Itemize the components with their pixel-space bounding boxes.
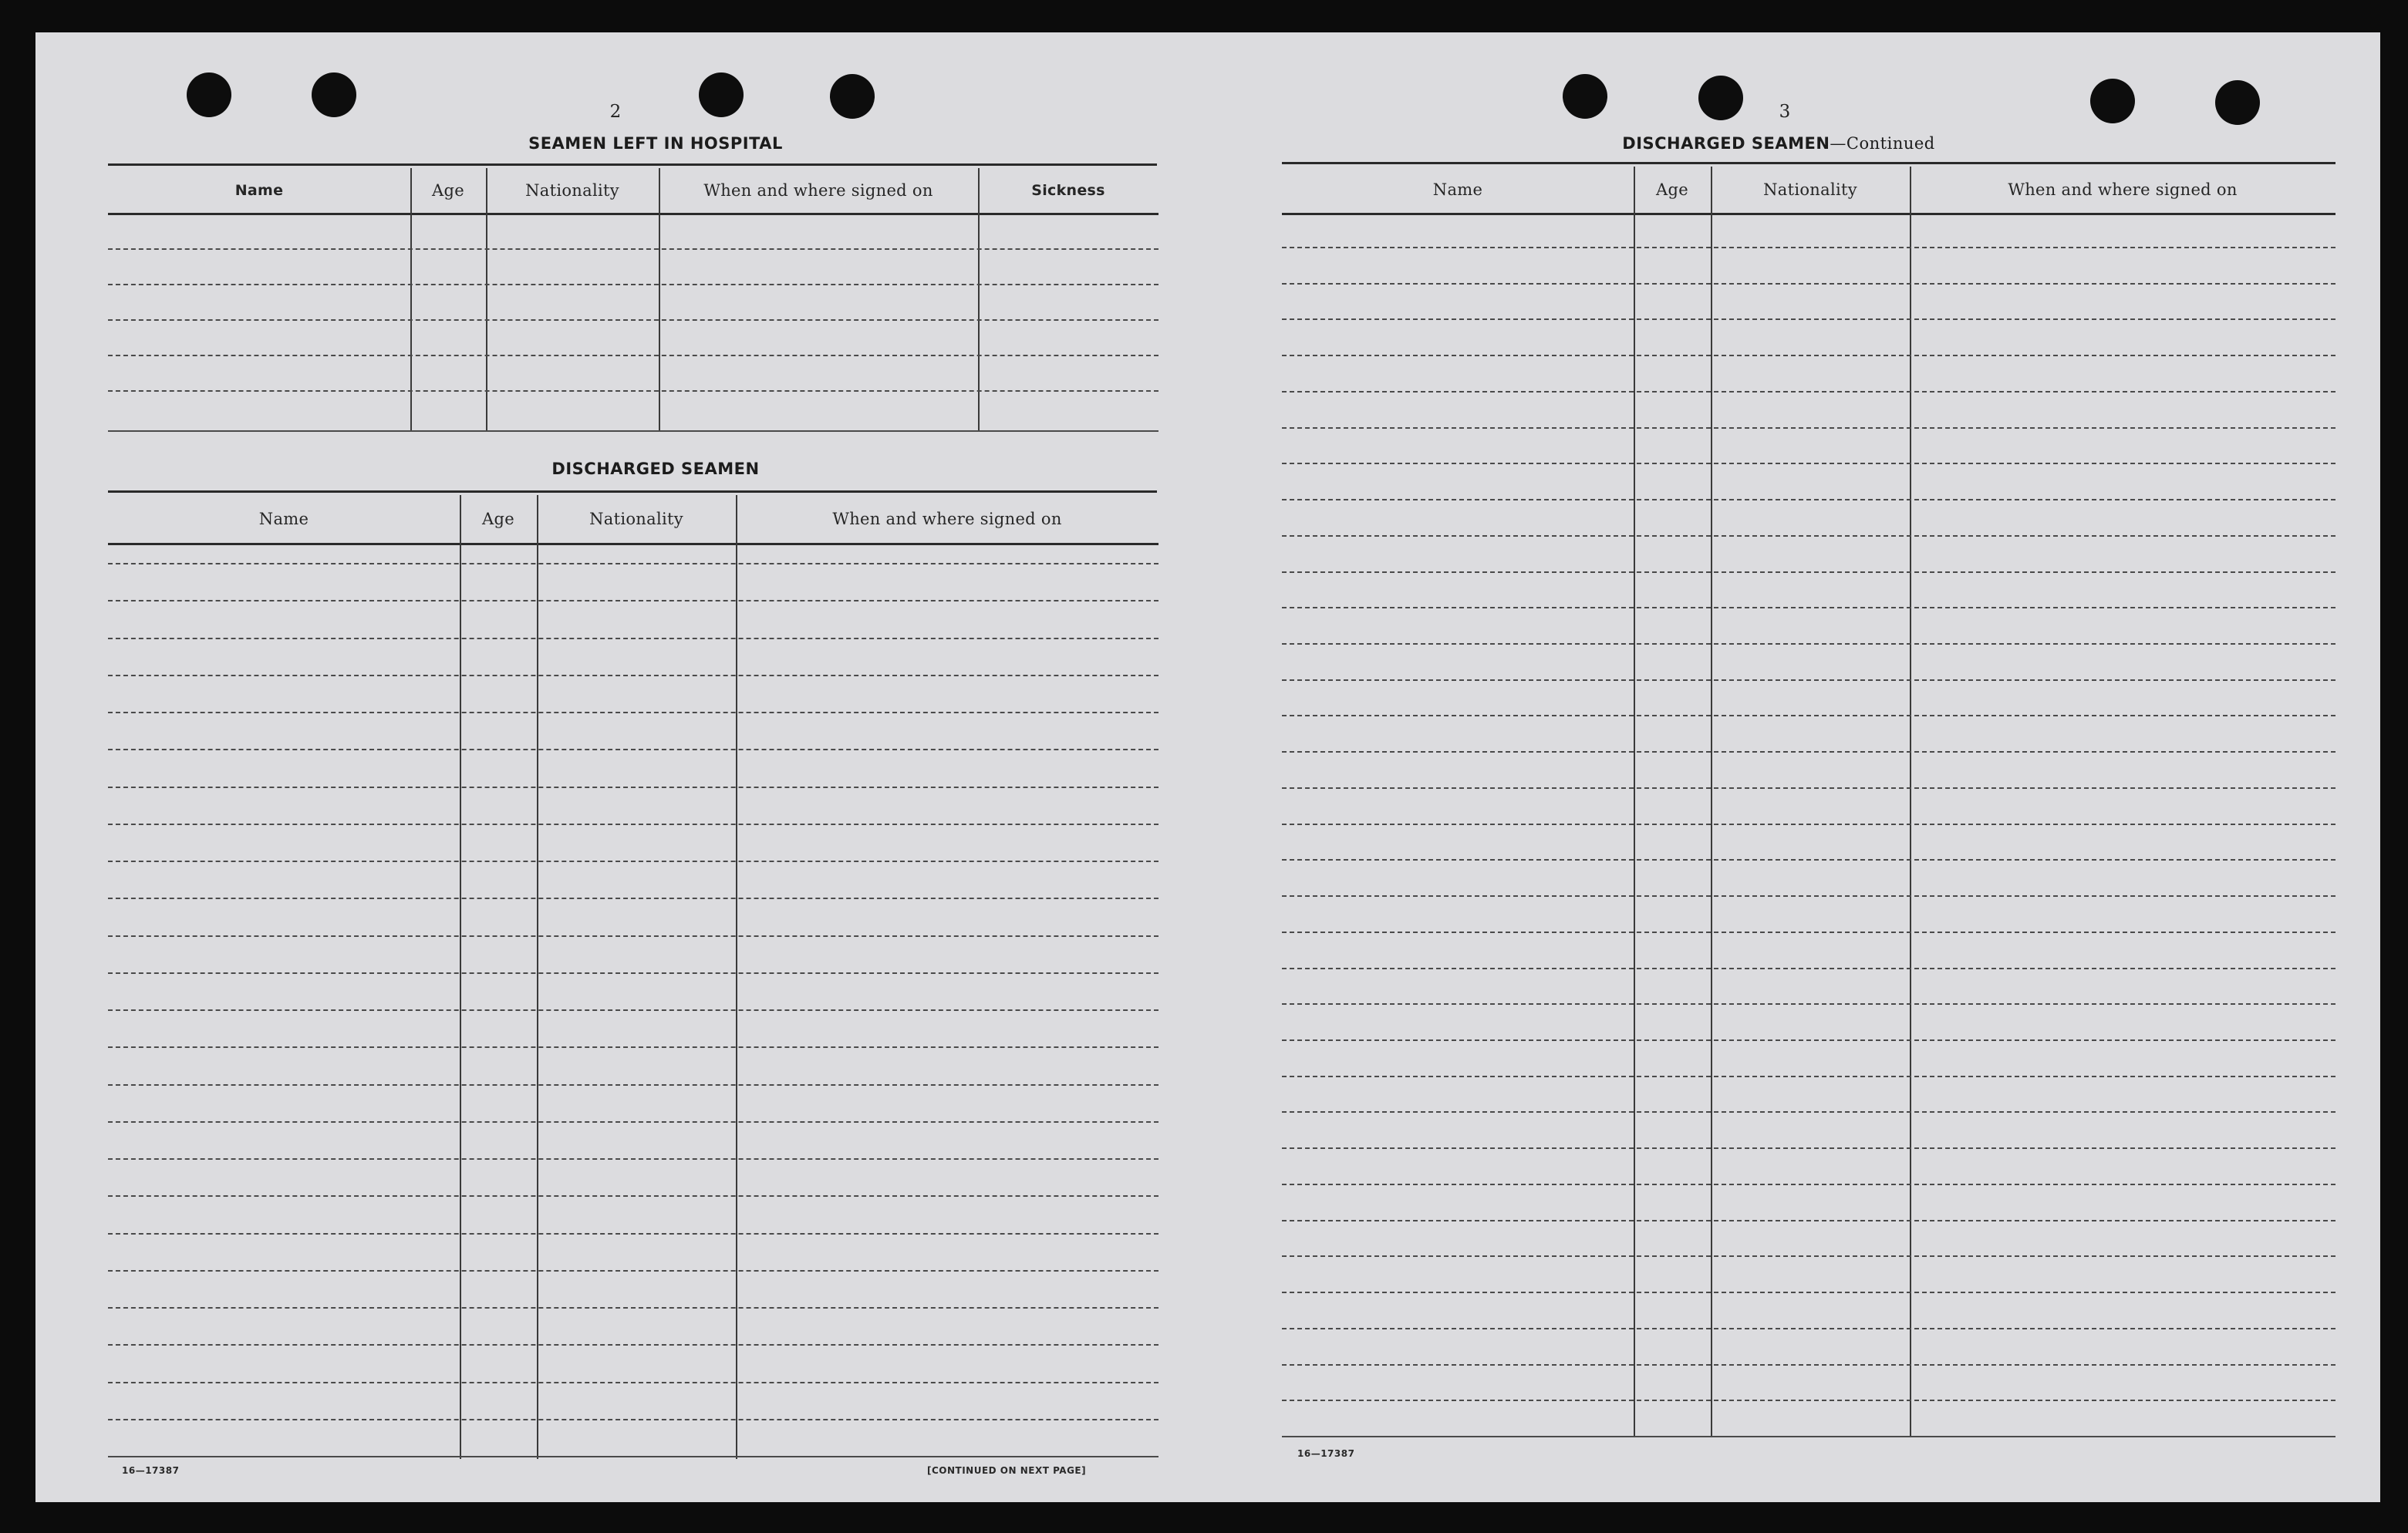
table-row xyxy=(1282,679,2335,681)
table-row xyxy=(108,1046,1158,1048)
table-row xyxy=(1282,1184,2335,1185)
table-row xyxy=(108,935,1158,937)
table-row xyxy=(1282,1039,2335,1041)
table-row xyxy=(108,355,1158,356)
table-row xyxy=(1282,1076,2335,1077)
table-row xyxy=(1282,1400,2335,1401)
table-row xyxy=(1282,283,2335,285)
table-row xyxy=(1282,607,2335,608)
table-row xyxy=(108,390,1158,392)
page-number-left: 2 xyxy=(609,102,622,122)
table-row xyxy=(108,1233,1158,1235)
table-row xyxy=(1282,1328,2335,1329)
table-row xyxy=(108,824,1158,825)
table-row xyxy=(1282,1003,2335,1005)
col-header-nationality: Nationality xyxy=(1763,180,1857,199)
col-header-sickness: Sickness xyxy=(1031,182,1105,199)
table-row xyxy=(108,972,1158,974)
table-row xyxy=(108,319,1158,321)
table-row xyxy=(1282,932,2335,933)
table-row xyxy=(108,600,1158,601)
table-row xyxy=(108,787,1158,788)
discharged-table-title: DISCHARGED SEAMEN xyxy=(551,460,760,478)
table-row xyxy=(108,898,1158,899)
col-header-nationality: Nationality xyxy=(525,181,619,200)
table-row xyxy=(108,1270,1158,1272)
form-number-right: 16—17387 xyxy=(1297,1448,1355,1459)
table-row xyxy=(1282,1220,2335,1221)
table-row xyxy=(108,638,1158,639)
table-row xyxy=(108,675,1158,676)
discharged-table xyxy=(108,495,1158,1459)
table-row xyxy=(1282,571,2335,573)
table-row xyxy=(1282,427,2335,429)
table-row xyxy=(1282,1364,2335,1366)
discharged-title-main: DISCHARGED SEAMEN xyxy=(1622,134,1830,153)
col-header-age: Age xyxy=(432,181,464,200)
table-row xyxy=(1282,824,2335,825)
hospital-table xyxy=(108,168,1158,432)
discharged-continued-table xyxy=(1282,167,2335,1437)
table-row xyxy=(108,430,1158,432)
table-row xyxy=(1282,715,2335,716)
table-row xyxy=(108,284,1158,285)
table-row xyxy=(108,712,1158,713)
table-row xyxy=(1282,355,2335,356)
col-header-age: Age xyxy=(482,510,514,528)
table-row xyxy=(108,1456,1158,1457)
table-row xyxy=(1282,895,2335,897)
right-top-rule xyxy=(1282,162,2335,164)
table-row xyxy=(1282,535,2335,537)
punch-hole xyxy=(187,72,231,117)
table-row xyxy=(108,861,1158,862)
punch-hole xyxy=(1563,74,1607,119)
col-header-when-where: When and where signed on xyxy=(703,181,933,200)
table-row xyxy=(1282,1147,2335,1149)
table-row xyxy=(1282,318,2335,320)
table-row xyxy=(108,1382,1158,1383)
col-header-nationality: Nationality xyxy=(589,510,683,528)
discharged-title-suffix: —Continued xyxy=(1830,134,1935,153)
table-row xyxy=(108,1419,1158,1420)
col-header-name: Name xyxy=(234,182,284,199)
table-row xyxy=(108,1084,1158,1086)
table-row xyxy=(108,1307,1158,1309)
hospital-table-title: SEAMEN LEFT IN HOSPITAL xyxy=(528,134,783,153)
table-row xyxy=(108,1344,1158,1346)
table-row xyxy=(1282,1255,2335,1257)
punch-hole xyxy=(699,72,744,117)
punch-hole xyxy=(1698,76,1743,120)
table-row xyxy=(108,1195,1158,1197)
table-row xyxy=(108,563,1158,564)
table-row xyxy=(108,749,1158,750)
col-header-name: Name xyxy=(258,510,309,528)
table-row xyxy=(108,1009,1158,1011)
table-row xyxy=(1282,463,2335,464)
table-row xyxy=(1282,391,2335,393)
col-header-name: Name xyxy=(1432,180,1483,199)
col-header-when-where: When and where signed on xyxy=(2008,180,2238,199)
punch-hole xyxy=(2215,80,2260,125)
table-row xyxy=(1282,859,2335,861)
table-row xyxy=(108,1158,1158,1160)
table-row xyxy=(108,1121,1158,1123)
table-row xyxy=(1282,1111,2335,1113)
punch-hole xyxy=(830,74,875,119)
page-number-right: 3 xyxy=(1779,102,1791,122)
table-row xyxy=(1282,643,2335,645)
punch-hole xyxy=(312,72,356,117)
form-number-left: 16—17387 xyxy=(122,1465,180,1476)
table-row xyxy=(1282,499,2335,500)
discharged-top-rule xyxy=(108,490,1157,493)
table-row xyxy=(1282,968,2335,969)
table-row xyxy=(1282,751,2335,753)
table-row xyxy=(1282,1436,2335,1437)
punch-hole xyxy=(2090,79,2135,123)
table-row xyxy=(108,248,1158,250)
table-row xyxy=(1282,787,2335,789)
hospital-top-rule xyxy=(108,163,1157,166)
table-row xyxy=(1282,247,2335,248)
col-header-when-where: When and where signed on xyxy=(832,510,1062,528)
continued-note: [CONTINUED ON NEXT PAGE] xyxy=(927,1465,1087,1476)
form-sheet xyxy=(35,32,2380,1502)
table-row xyxy=(1282,1292,2335,1293)
col-header-age: Age xyxy=(1656,180,1688,199)
discharged-continued-title xyxy=(1486,134,2072,153)
